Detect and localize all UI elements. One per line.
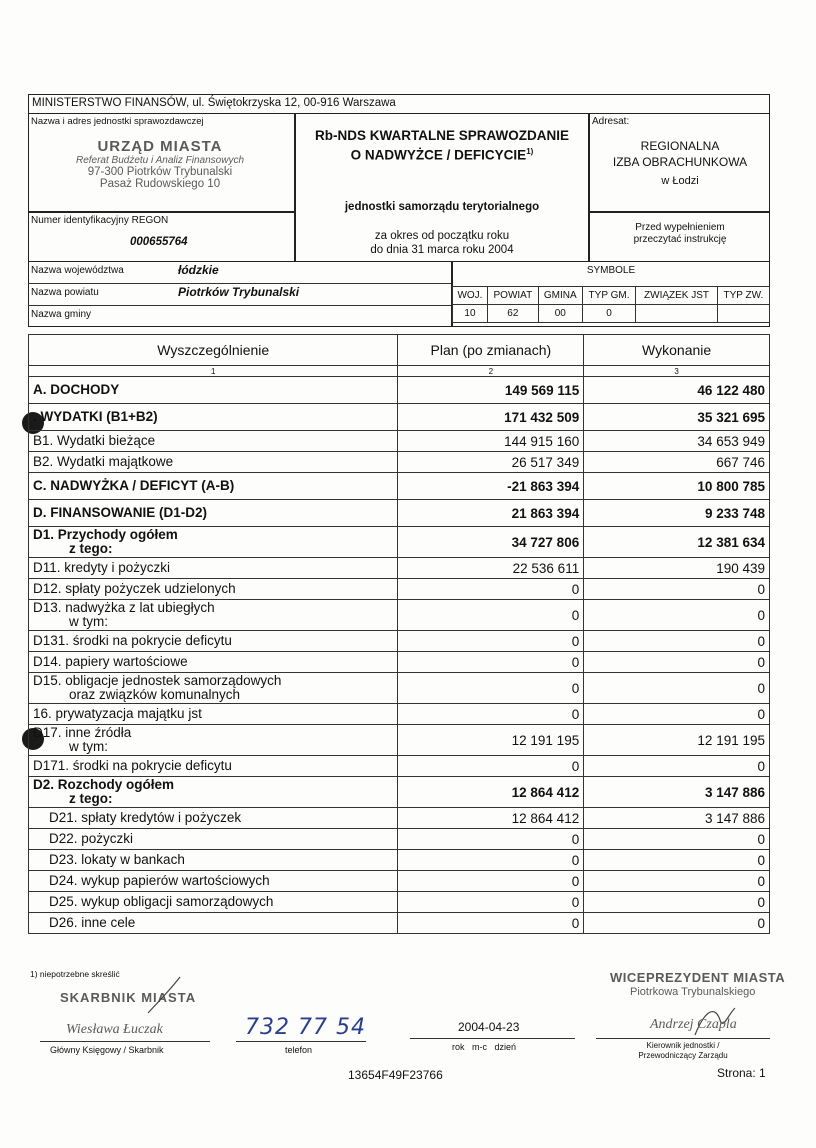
row-label-line: D1. Przychody ogółem <box>33 527 178 542</box>
column-index: 3 <box>584 366 770 377</box>
row-label-line: D. FINANSOWANIE (D1-D2) <box>33 505 208 520</box>
addressee-line-3: w Łodzi <box>661 175 699 187</box>
execution-value: 34 653 949 <box>584 431 770 452</box>
execution-value: 35 321 695 <box>584 404 770 431</box>
table-row <box>29 631 770 652</box>
row-label <box>29 500 398 527</box>
vice-president-stamp: WICEPREZYDENT MIASTA <box>610 970 786 985</box>
row-label <box>29 404 398 431</box>
divider <box>28 211 295 213</box>
row-label <box>29 850 398 871</box>
table-row <box>29 431 770 452</box>
execution-value: 10 800 785 <box>584 473 770 500</box>
symbols-title: SYMBOLE <box>586 265 636 276</box>
row-label-line: D171. środki na pokrycie deficytu <box>33 758 232 773</box>
table-row <box>29 652 770 673</box>
plan-value: 34 727 806 <box>398 527 584 558</box>
stamp-line-3: Pasaż Rudowskiego 10 <box>99 178 221 190</box>
stamp-line-2: 97-300 Piotrków Trybunalski <box>87 166 233 178</box>
report-table <box>28 334 770 934</box>
row-label <box>29 600 398 631</box>
symbol-value: 62 <box>487 305 538 323</box>
table-row <box>29 527 770 558</box>
execution-value: 0 <box>584 829 770 850</box>
symbols-header-row <box>453 287 770 305</box>
execution-value: 3 147 886 <box>584 808 770 829</box>
phone-number: 732 77 54 <box>245 1015 366 1040</box>
row-label <box>29 808 398 829</box>
table-row <box>29 452 770 473</box>
plan-value: 144 915 160 <box>398 431 584 452</box>
instructions-note <box>590 222 770 246</box>
table-row <box>29 500 770 527</box>
divider <box>28 283 452 284</box>
execution-value: 0 <box>584 579 770 600</box>
plan-value: 0 <box>398 579 584 600</box>
row-label-subline: z tego: <box>69 791 113 806</box>
table-row <box>29 892 770 913</box>
divider <box>588 211 770 213</box>
table-row <box>29 913 770 934</box>
row-label-line: . WYDATKI (B1+B2) <box>33 409 158 424</box>
row-label-line: A. DOCHODY <box>33 382 120 397</box>
symbol-value <box>636 305 718 323</box>
plan-value: 26 517 349 <box>398 452 584 473</box>
voivodeship-value: łódzkie <box>178 263 219 277</box>
row-label <box>29 756 398 777</box>
voivodeship-label: Nazwa województwa <box>31 265 124 276</box>
report-period <box>296 229 588 257</box>
plan-value: 0 <box>398 652 584 673</box>
row-label-line: D25. wykup obligacji samorządowych <box>49 894 274 909</box>
treasurer-stamp: SKARBNIK MIASTA <box>60 990 197 1005</box>
row-label-line: 16. prywatyzacja majątku jst <box>33 706 202 721</box>
row-label-line: D17. inne źródła <box>33 725 132 740</box>
regon-label: Numer identyfikacyjny REGON <box>31 215 169 226</box>
document-code: 13654F49F23766 <box>348 1068 443 1082</box>
table-row <box>29 777 770 808</box>
unit-label: Nazwa i adres jednostki sprawozdawczej <box>31 116 204 127</box>
table-row <box>29 579 770 600</box>
addressee-line-2: IZBA OBRACHUNKOWA <box>612 155 748 169</box>
plan-value: 0 <box>398 850 584 871</box>
table-row <box>29 473 770 500</box>
row-label-subline: oraz związków komunalnych <box>69 687 241 702</box>
row-label-line: D26. inne cele <box>49 915 136 930</box>
symbol-header: WOJ. <box>453 287 488 305</box>
plan-value: 12 191 195 <box>398 725 584 756</box>
signature-line <box>236 1041 366 1042</box>
period-line-1: za okres od początku roku <box>374 230 510 242</box>
addressee-line-1: REGIONALNA <box>640 139 720 153</box>
symbol-header: ZWIĄZEK JST <box>636 287 718 305</box>
plan-value: 0 <box>398 871 584 892</box>
row-label-line: D21. spłaty kredytów i pożyczek <box>49 810 242 825</box>
plan-value: 0 <box>398 892 584 913</box>
addressee-label: Adresat: <box>592 116 630 127</box>
row-label-line: D12. spłaty pożyczek udzielonych <box>33 581 236 596</box>
symbol-header: POWIAT <box>487 287 538 305</box>
county-value: Piotrków Trybunalski <box>178 285 300 299</box>
row-label-line: D2. Rozchody ogółem <box>33 777 175 792</box>
row-label <box>29 829 398 850</box>
column-header-plan: Plan (po zmianach) <box>398 335 584 366</box>
plan-value: 0 <box>398 829 584 850</box>
execution-value: 0 <box>584 850 770 871</box>
plan-value: 0 <box>398 704 584 725</box>
ministry-text: MINISTERSTWO FINANSÓW, ul. Świętokrzyska 12, 00-916 Warszawa <box>32 97 396 109</box>
plan-value: -21 863 394 <box>398 473 584 500</box>
column-header-execution: Wykonanie <box>584 335 770 366</box>
page-number: Strona: 1 <box>717 1066 766 1080</box>
plan-value: 21 863 394 <box>398 500 584 527</box>
symbol-value: 10 <box>453 305 488 323</box>
county-label: Nazwa powiatu <box>31 287 99 298</box>
table-row <box>29 600 770 631</box>
execution-value: 0 <box>584 600 770 631</box>
row-label <box>29 558 398 579</box>
regon-value: 000655764 <box>130 236 188 248</box>
date-label: rok m-c dzień <box>452 1042 517 1052</box>
column-index: 1 <box>29 366 398 377</box>
table-row <box>29 704 770 725</box>
report-title-line-1: Rb-NDS KWARTALNE SPRAWOZDANIE <box>315 128 569 143</box>
row-label <box>29 473 398 500</box>
row-label <box>29 452 398 473</box>
report-title-line-2: O NADWYŻCE / DEFICYCIE <box>350 147 527 163</box>
table-header-row <box>29 335 770 366</box>
execution-value: 0 <box>584 756 770 777</box>
report-title-footnote-mark: 1) <box>526 147 534 156</box>
row-label-line: D22. pożyczki <box>49 831 134 846</box>
execution-value: 12 191 195 <box>584 725 770 756</box>
row-label <box>29 673 398 704</box>
plan-value: 149 569 115 <box>398 377 584 404</box>
signature-line <box>410 1038 575 1039</box>
plan-value: 0 <box>398 913 584 934</box>
treasurer-signature-mark <box>140 975 190 1015</box>
execution-value: 667 746 <box>584 452 770 473</box>
treasurer-name: Wiesława Łuczak <box>66 1022 163 1037</box>
row-label <box>29 913 398 934</box>
symbol-header: TYP GM. <box>582 287 635 305</box>
row-label-line: B2. Wydatki majątkowe <box>33 454 174 469</box>
head-name: Andrzej Czapla <box>650 1017 737 1032</box>
execution-value: 0 <box>584 631 770 652</box>
row-label-line: B1. Wydatki bieżące <box>33 433 156 448</box>
execution-value: 0 <box>584 673 770 704</box>
execution-value: 12 381 634 <box>584 527 770 558</box>
row-label-line: D131. środki na pokrycie deficytu <box>33 633 232 648</box>
plan-value: 22 536 611 <box>398 558 584 579</box>
execution-value: 3 147 886 <box>584 777 770 808</box>
signature-line <box>40 1041 210 1042</box>
report-date: 2004-04-23 <box>458 1020 520 1034</box>
row-label-line: C. NADWYŻKA / DEFICYT (A-B) <box>33 478 235 493</box>
table-row <box>29 850 770 871</box>
row-label-line: D14. papiery wartościowe <box>33 654 188 669</box>
row-label-line: D15. obligacje jednostek samorządowych <box>33 673 282 688</box>
instructions-line-2: przeczytać instrukcję <box>633 234 727 245</box>
table-row <box>29 377 770 404</box>
row-label <box>29 725 398 756</box>
execution-value: 0 <box>584 871 770 892</box>
stamp-title: URZĄD MIASTA <box>97 138 223 155</box>
plan-value: 0 <box>398 673 584 704</box>
row-label <box>29 892 398 913</box>
table-row <box>29 871 770 892</box>
row-label <box>29 527 398 558</box>
symbol-value <box>717 305 769 323</box>
table-row <box>29 756 770 777</box>
row-label-subline: z tego: <box>69 541 113 556</box>
vice-president-city: Piotrkowa Trybunalskiego <box>630 986 756 998</box>
commune-label: Nazwa gminy <box>31 309 92 320</box>
row-label-line: D11. kredyty i pożyczki <box>33 560 171 575</box>
footnote: 1) niepotrzebne skreślić <box>30 969 120 979</box>
table-row <box>29 558 770 579</box>
row-label <box>29 871 398 892</box>
row-label-line: D24. wykup papierów wartościowych <box>49 873 270 888</box>
report-subtitle: jednostki samorządu terytorialnego <box>344 201 540 213</box>
table-row <box>29 673 770 704</box>
table-row <box>29 404 770 431</box>
column-header-description: Wyszczególnienie <box>29 335 398 366</box>
symbol-header: TYP ZW. <box>717 287 769 305</box>
treasurer-role: Główny Księgowy / Skarbnik <box>50 1045 164 1055</box>
unit-stamp <box>50 138 270 190</box>
instructions-line-1: Przed wypełnieniem <box>635 222 725 233</box>
execution-value: 0 <box>584 704 770 725</box>
row-label-subline: w tym: <box>69 739 108 754</box>
execution-value: 0 <box>584 652 770 673</box>
head-role <box>596 1041 770 1061</box>
plan-value: 171 432 509 <box>398 404 584 431</box>
plan-value: 0 <box>398 756 584 777</box>
symbol-header: GMINA <box>538 287 582 305</box>
row-label-line: D23. lokaty w bankach <box>49 852 185 867</box>
symbols-value-row <box>453 305 770 323</box>
row-label <box>29 579 398 600</box>
execution-value: 0 <box>584 913 770 934</box>
row-label <box>29 777 398 808</box>
table-row <box>29 725 770 756</box>
row-label <box>29 652 398 673</box>
row-label <box>29 431 398 452</box>
execution-value: 46 122 480 <box>584 377 770 404</box>
row-label-subline: w tym: <box>69 614 108 629</box>
plan-value: 0 <box>398 631 584 652</box>
execution-value: 190 439 <box>584 558 770 579</box>
report-title <box>296 128 588 164</box>
addressee <box>590 138 770 189</box>
stamp-line-1: Referat Budżetu i Analiz Finansowych <box>75 155 245 166</box>
symbols-table <box>452 286 770 323</box>
symbol-value: 00 <box>538 305 582 323</box>
row-label <box>29 631 398 652</box>
phone-label: telefon <box>285 1045 313 1055</box>
table-row <box>29 808 770 829</box>
execution-value: 9 233 748 <box>584 500 770 527</box>
row-label <box>29 704 398 725</box>
divider <box>28 305 452 306</box>
column-index: 2 <box>398 366 584 377</box>
signature-line <box>596 1038 770 1039</box>
plan-value: 12 864 412 <box>398 808 584 829</box>
row-label <box>29 377 398 404</box>
plan-value: 12 864 412 <box>398 777 584 808</box>
table-index-row <box>29 366 770 377</box>
symbol-value: 0 <box>582 305 635 323</box>
plan-value: 0 <box>398 600 584 631</box>
period-line-2: do dnia 31 marca roku 2004 <box>370 244 514 256</box>
execution-value: 0 <box>584 892 770 913</box>
head-role-line-2: Przewodniczący Zarządu <box>638 1051 728 1060</box>
table-row <box>29 829 770 850</box>
row-label-line: D13. nadwyżka z lat ubiegłych <box>33 600 215 615</box>
ministry-bar <box>28 94 770 114</box>
head-role-line-1: Kierownik jednostki / <box>646 1041 720 1050</box>
